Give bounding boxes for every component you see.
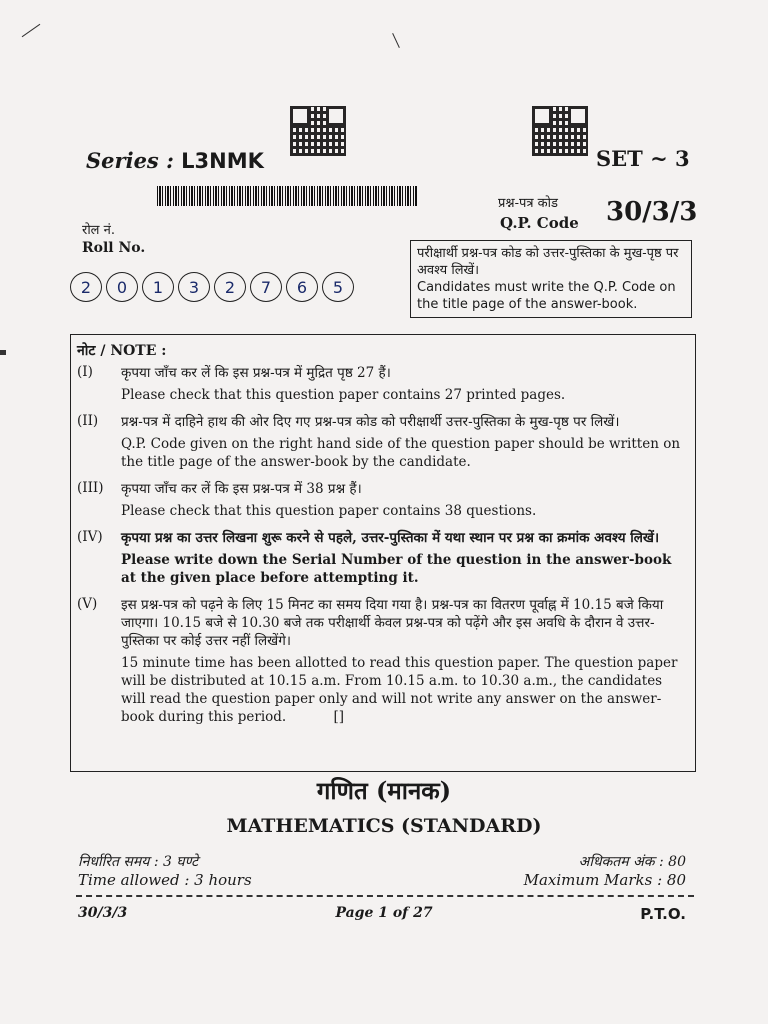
roll-digit: 3 (178, 272, 210, 302)
series-value: L3NMK (181, 149, 264, 173)
note-title: नोट / NOTE : (77, 343, 167, 359)
candidate-note-en: Candidates must write the Q.P. Code on the title page of the answer-book. (417, 280, 676, 312)
roll-digit: 2 (214, 272, 246, 302)
note-box (70, 334, 696, 772)
note-item-en: Please check that this question paper contains 38 questions. (121, 503, 537, 519)
qp-code-value: 30/3/3 (606, 197, 698, 227)
qp-code-label-en: Q.P. Code (500, 214, 579, 232)
time-allowed-en: Time allowed : 3 hours (78, 871, 252, 889)
roll-number (70, 272, 354, 302)
note-item-number: (V) (77, 596, 98, 612)
pto-label: P.T.O. (640, 905, 686, 923)
time-allowed-hi: निर्धारित समय : 3 घण्टे (78, 854, 199, 870)
roll-digit: 6 (286, 272, 318, 302)
page-number: Page 1 of 27 (335, 905, 433, 921)
note-item-hi: कृपया जाँच कर लें कि इस प्रश्न-पत्र में मुद्रित पृष्ठ 27 हैं। (121, 365, 391, 381)
footer-code: 30/3/3 (78, 905, 128, 921)
note-item (77, 596, 687, 730)
candidate-note-hi: परीक्षार्थी प्रश्न-पत्र कोड को उत्तर-पुस्तिका के मुख-पृष्ठ पर अवश्य लिखें। (417, 246, 679, 278)
pen-mark (392, 33, 400, 48)
note-item (77, 529, 687, 591)
note-item (77, 413, 687, 475)
roll-label-hi: रोल नं. (82, 223, 115, 238)
pen-mark (0, 350, 6, 355)
note-item-en: 15 minute time has been allotted to read this question paper. The question paper will be distributed at 10.15 a.m. From 10.15 a.m. to 10.30 a.m., the candidates will read the question paper only and will not write any answer on the answer-book during this period. [] (121, 655, 678, 725)
series-label: Series : (86, 148, 174, 173)
candidate-instruction-box (410, 240, 692, 318)
note-item-en: Please write down the Serial Number of the question in the answer-book at the given place before attempting it. (121, 552, 672, 586)
note-item-hi: कृपया प्रश्न का उत्तर लिखना शुरू करने से पहले, उत्तर-पुस्तिका में यथा स्थान पर प्रश्न का क्रमांक अवश्य लिखें। (121, 530, 660, 546)
series-code (86, 148, 264, 173)
roll-digit: 7 (250, 272, 282, 302)
note-item (77, 480, 687, 524)
note-item-number: (IV) (77, 529, 103, 545)
subject-title-hi: गणित (मानक) (316, 776, 452, 805)
roll-digit: 2 (70, 272, 102, 302)
set-label: SET ~ 3 (596, 146, 690, 171)
max-marks-hi: अधिकतम अंक : 80 (578, 854, 686, 870)
divider (76, 895, 694, 897)
max-marks-en: Maximum Marks : 80 (523, 871, 686, 889)
note-item-number: (II) (77, 413, 99, 429)
note-item (77, 364, 687, 408)
note-item-en: Please check that this question paper contains 27 printed pages. (121, 387, 566, 403)
checkbox: [] (333, 709, 344, 725)
pen-mark (22, 24, 41, 37)
note-item-number: (III) (77, 480, 104, 496)
roll-digit: 5 (322, 272, 354, 302)
qp-code-label-hi: प्रश्न-पत्र कोड (498, 196, 558, 211)
note-item-hi: इस प्रश्न-पत्र को पढ़ने के लिए 15 मिनट का समय दिया गया है। प्रश्न-पत्र का वितरण पूर्वाह्न में 10.15 बजे किया जाएगा। 10.15 बजे से 10.30 बजे तक परीक्षार्थी केवल प्रश्न-पत्र को पढ़ेंगे और इस अवधि के दौरान वे उत्तर-पुस्तिका पर कोई उत्तर नहीं लिखेंगे। (121, 597, 664, 649)
barcode-icon (157, 186, 417, 206)
note-item-hi: प्रश्न-पत्र में दाहिने हाथ की ओर दिए गए प्रश्न-पत्र कोड को परीक्षार्थी उत्तर-पुस्तिका के मुख-पृष्ठ पर लिखें। (121, 414, 620, 430)
note-item-hi: कृपया जाँच कर लें कि इस प्रश्न-पत्र में 38 प्रश्न हैं। (121, 481, 362, 497)
roll-digit: 0 (106, 272, 138, 302)
subject-title-en: MATHEMATICS (STANDARD) (226, 815, 542, 837)
qr-code-left-icon (290, 106, 346, 156)
roll-digit: 1 (142, 272, 174, 302)
roll-label-en: Roll No. (82, 240, 146, 256)
note-item-en: Q.P. Code given on the right hand side of the question paper should be written on the title page of the answer-book by the candidate. (121, 436, 681, 470)
qr-code-right-icon (532, 106, 588, 156)
note-item-number: (I) (77, 364, 93, 380)
